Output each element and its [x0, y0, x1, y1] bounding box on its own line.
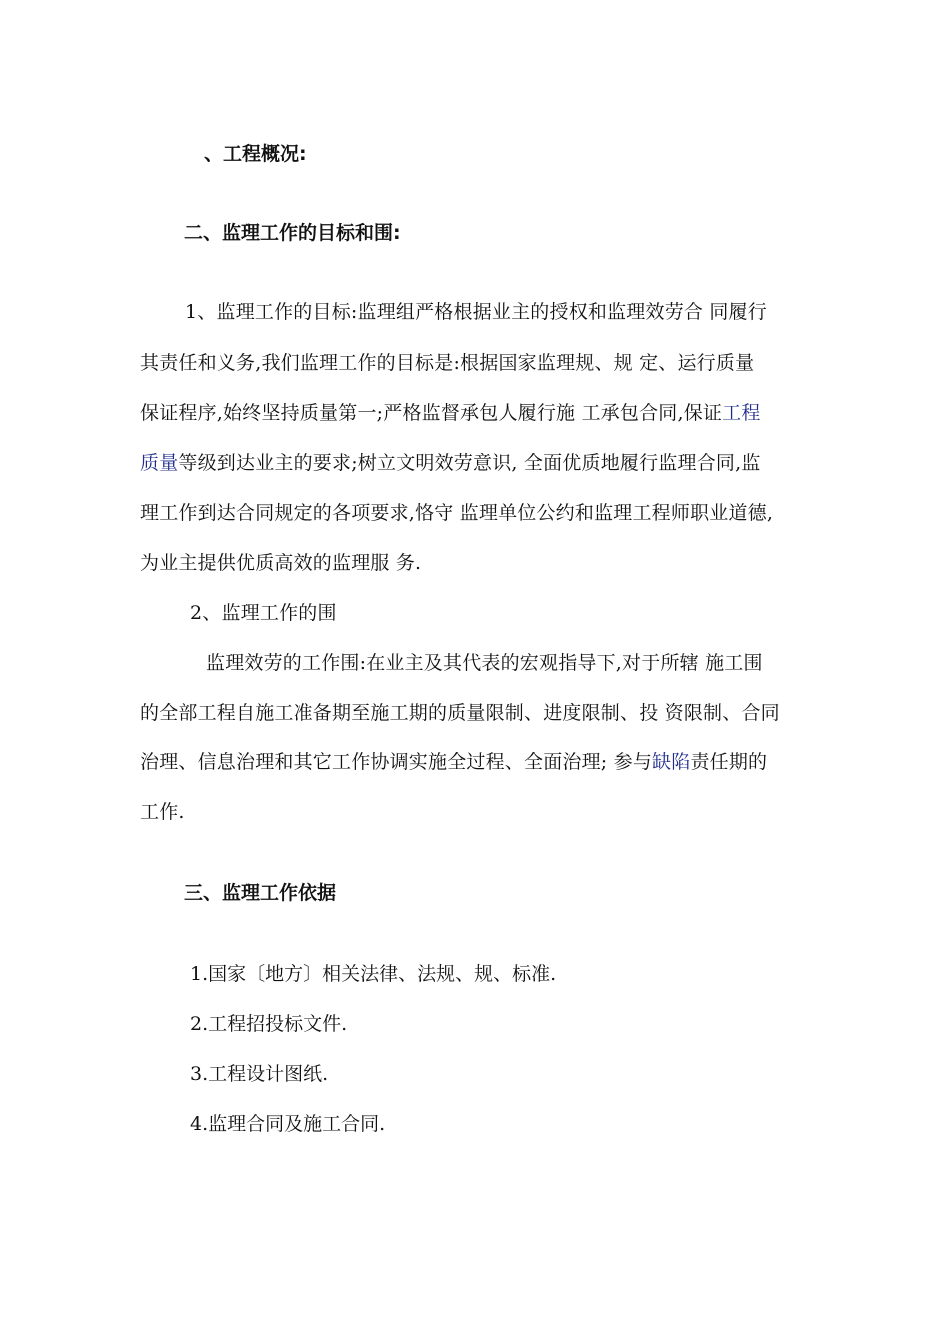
link-engineering[interactable]: 工程	[722, 402, 761, 424]
section-heading-goals-scope: 二、监理工作的目标和围:	[184, 222, 401, 244]
goal-line-2: 其责任和义务,我们监理工作的目标是:根据国家监理规、规 定、运行质量	[140, 352, 755, 374]
scope-line-3	[140, 747, 767, 774]
goal-line-3	[140, 398, 761, 425]
basis-item-1: 1.国家〔地方〕相关法律、法规、规、标准.	[190, 963, 557, 985]
goal-line-5: 理工作到达合同规定的各项要求,恪守 监理单位公约和监理工程师职业道德,	[140, 502, 774, 524]
scope-title: 2、监理工作的围	[190, 602, 337, 624]
goal-line-4-text: 等级到达业主的要求;树立文明效劳意识, 全面优质地履行监理合同,监	[178, 452, 761, 474]
goal-line-1: 1、监理工作的目标:监理组严格根据业主的授权和监理效劳合 同履行	[185, 301, 767, 323]
section-heading-basis: 三、监理工作依据	[184, 882, 337, 904]
scope-line-2: 的全部工程自施工准备期至施工期的质量限制、进度限制、投 资限制、合同	[140, 702, 780, 724]
scope-line-1: 监理效劳的工作围:在业主及其代表的宏观指导下,对于所辖 施工围	[206, 652, 763, 674]
basis-item-4: 4.监理合同及施工合同.	[190, 1113, 386, 1135]
scope-line-3-text: 治理、信息治理和其它工作协调实施全过程、全面治理; 参与	[140, 751, 653, 773]
section-heading-overview: 、工程概况:	[204, 143, 307, 165]
scope-line-4: 工作.	[140, 801, 185, 823]
basis-item-2: 2.工程招投标文件.	[190, 1013, 348, 1035]
goal-line-6: 为业主提供优质高效的监理服 务.	[140, 552, 422, 574]
link-defects[interactable]: 缺陷	[652, 751, 691, 773]
goal-line-3-text: 保证程序,始终坚持质量第一;严格监督承包人履行施 工承包合同,保证	[140, 402, 723, 424]
goal-line-4	[140, 448, 761, 475]
link-quality[interactable]: 质量	[140, 452, 179, 474]
scope-line-3-tail: 责任期的	[690, 751, 768, 773]
basis-item-3: 3.工程设计图纸.	[190, 1063, 329, 1085]
